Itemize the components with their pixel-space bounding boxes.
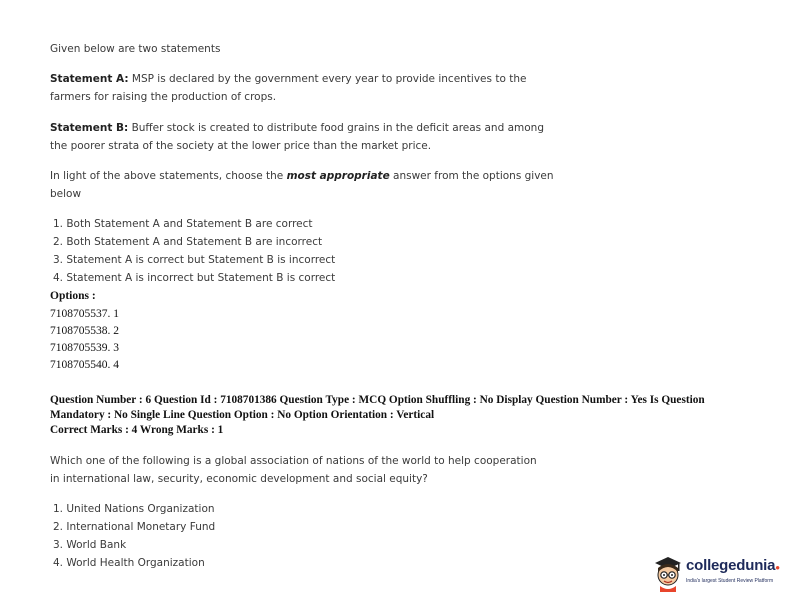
statement-a-label: Statement A: <box>50 73 129 85</box>
option-id-list <box>50 306 119 374</box>
statement-b-line2: the poorer strata of the society at the lower price than the market price. <box>50 140 432 152</box>
list-item: 7108705540. 4 <box>50 359 119 371</box>
statement-a-line1: MSP is declared by the government every year to provide incentives to the <box>128 73 527 85</box>
list-item: 1. Both Statement A and Statement B are correct <box>53 218 313 230</box>
instruction-line2: below <box>50 188 82 200</box>
list-item: 4. Statement A is incorrect but Statement B is correct <box>53 272 336 284</box>
metadata-line3: Correct Marks : 4 Wrong Marks : 1 <box>50 424 224 436</box>
statement-b-line1: Buffer stock is created to distribute food grains in the deficit areas and among <box>128 122 544 134</box>
q1-choice-list <box>53 215 335 287</box>
list-item: 2. International Monetary Fund <box>53 521 216 533</box>
question-metadata <box>50 393 705 438</box>
statement-b-label: Statement B: <box>50 122 129 134</box>
list-item: 3. World Bank <box>53 539 127 551</box>
question-line1: Which one of the following is a global association of nations of the world to help cooperation <box>50 455 537 467</box>
instruction-pre: In light of the above statements, choose the <box>50 170 287 182</box>
logo-tagline: India's largest Student Review Platform <box>686 578 774 584</box>
metadata-line2: Mandatory : No Single Line Question Option : No Option Orientation : Vertical <box>50 409 435 421</box>
statement-a <box>50 70 526 106</box>
collegedunia-logo <box>652 554 780 594</box>
list-item: 2. Both Statement A and Statement B are incorrect <box>53 236 323 248</box>
metadata-line1: Question Number : 6 Question Id : 7108701386 Question Type : MCQ Option Shuffling : No Display Question Number : Yes Is Question <box>50 394 705 406</box>
logo-dot-icon: ● <box>775 563 780 572</box>
statement-a-line2: farmers for raising the production of crops. <box>50 91 277 103</box>
instruction-post: answer from the options given <box>389 170 554 182</box>
list-item: 7108705539. 3 <box>50 342 119 354</box>
mascot-icon <box>652 554 684 592</box>
question-line2: in international law, security, economic development and social equity? <box>50 473 428 485</box>
logo-name: collegedunia <box>686 557 776 574</box>
options-label: Options : <box>50 290 96 302</box>
list-item: 7108705537. 1 <box>50 308 119 320</box>
instruction-emphasis: most appropriate <box>286 170 390 182</box>
list-item: 1. United Nations Organization <box>53 503 215 515</box>
intro-text: Given below are two statements <box>50 43 221 55</box>
list-item: 4. World Health Organization <box>53 557 205 569</box>
instruction <box>50 167 554 203</box>
q2-choice-list <box>53 500 215 572</box>
list-item: 3. Statement A is correct but Statement B is incorrect <box>53 254 336 266</box>
statement-b <box>50 119 544 155</box>
list-item: 7108705538. 2 <box>50 325 119 337</box>
question-text <box>50 452 537 488</box>
